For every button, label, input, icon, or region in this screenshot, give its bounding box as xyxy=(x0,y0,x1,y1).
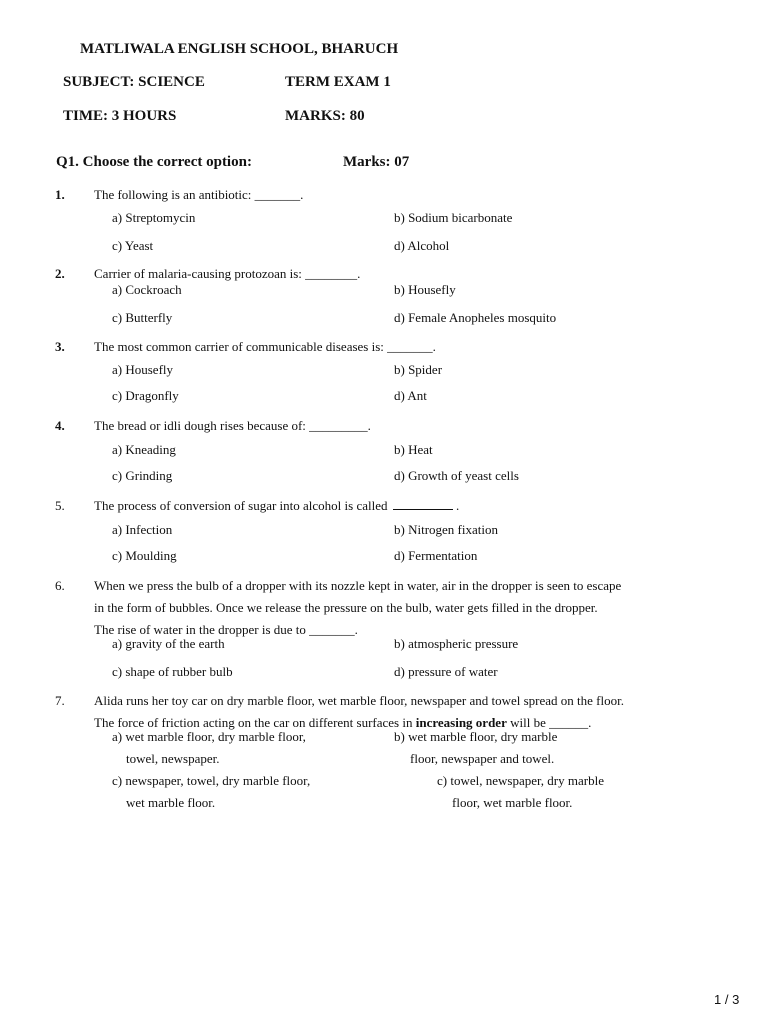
option-c: c) Grinding xyxy=(112,468,173,483)
question-number: 6. xyxy=(55,578,65,593)
option-c: c) shape of rubber bulb xyxy=(112,664,233,679)
section-title: Q1. Choose the correct option: xyxy=(56,154,252,170)
option-c: c) Dragonfly xyxy=(112,388,179,403)
option-a: a) gravity of the earth xyxy=(112,636,225,651)
question-text-end: . xyxy=(456,498,460,513)
question-text: The following is an antibiotic: _______. xyxy=(94,187,304,202)
question-text: The most common carrier of communicable diseases is: _______. xyxy=(94,339,436,354)
answer-blank xyxy=(393,498,453,510)
emphasis-text: increasing order xyxy=(415,715,507,730)
option-b: b) Nitrogen fixation xyxy=(394,522,498,537)
option-c-line-1: c) newspaper, towel, dry marble floor, xyxy=(112,773,311,788)
question-number: 4. xyxy=(55,418,65,433)
question-text-post: will be ______. xyxy=(506,715,592,730)
option-b: b) Heat xyxy=(394,442,433,457)
question-text-line-1: Alida runs her toy car on dry marble floor, wet marble floor, newspaper and towel spread on the floor. xyxy=(94,693,624,708)
option-c: c) Moulding xyxy=(112,548,177,563)
page-number: 1 / 3 xyxy=(714,992,740,1007)
exam-label: TERM EXAM 1 xyxy=(285,74,391,90)
option-b: b) Housefly xyxy=(394,282,456,297)
option-a: a) Infection xyxy=(112,522,173,537)
option-b: b) atmospheric pressure xyxy=(394,636,519,651)
subject-label: SUBJECT: SCIENCE xyxy=(63,74,205,90)
option-d: d) Ant xyxy=(394,388,427,403)
question-number: 1. xyxy=(55,187,65,202)
option-b-line-1: b) wet marble floor, dry marble xyxy=(394,729,558,744)
option-b: b) Spider xyxy=(394,362,443,377)
option-c-line-2: wet marble floor. xyxy=(126,795,216,810)
option-d: d) Alcohol xyxy=(394,238,450,253)
time-label: TIME: 3 HOURS xyxy=(63,108,177,124)
option-d: d) pressure of water xyxy=(394,664,498,679)
option-a-line-2: towel, newspaper. xyxy=(126,751,220,766)
option-d-line-1: c) towel, newspaper, dry marble xyxy=(437,773,604,788)
question-number: 2. xyxy=(55,266,65,281)
school-name: MATLIWALA ENGLISH SCHOOL, BHARUCH xyxy=(80,41,399,57)
question-number: 7. xyxy=(55,693,65,708)
option-a: a) Streptomycin xyxy=(112,210,196,225)
option-b: b) Sodium bicarbonate xyxy=(394,210,513,225)
option-a-line-1: a) wet marble floor, dry marble floor, xyxy=(112,729,306,744)
option-a: a) Cockroach xyxy=(112,282,182,297)
question-text xyxy=(94,498,459,514)
option-b-line-2: floor, newspaper and towel. xyxy=(410,751,555,766)
marks-label: MARKS: 80 xyxy=(285,108,365,124)
option-c: c) Yeast xyxy=(112,238,154,253)
question-number: 3. xyxy=(55,339,65,354)
question-text-line-1: When we press the bulb of a dropper with its nozzle kept in water, air in the dropper is seen to escape xyxy=(94,578,622,593)
section-marks: Marks: 07 xyxy=(343,154,410,170)
option-a: a) Kneading xyxy=(112,442,176,457)
question-text: Carrier of malaria-causing protozoan is: ________. xyxy=(94,266,361,281)
option-d: d) Fermentation xyxy=(394,548,478,563)
question-text-line-3: The rise of water in the dropper is due to _______. xyxy=(94,622,358,637)
question-text-line-2: in the form of bubbles. Once we release the pressure on the bulb, water gets filled in the dropper. xyxy=(94,600,598,615)
option-d-line-2: floor, wet marble floor. xyxy=(452,795,573,810)
question-text-start: The process of conversion of sugar into alcohol is called xyxy=(94,498,388,513)
option-c: c) Butterfly xyxy=(112,310,173,325)
question-text: The bread or idli dough rises because of: _________. xyxy=(94,418,371,433)
question-text-pre: The force of friction acting on the car on different surfaces in xyxy=(94,715,416,730)
option-a: a) Housefly xyxy=(112,362,174,377)
option-d: d) Female Anopheles mosquito xyxy=(394,310,557,325)
question-number: 5. xyxy=(55,498,65,513)
option-d: d) Growth of yeast cells xyxy=(394,468,519,483)
